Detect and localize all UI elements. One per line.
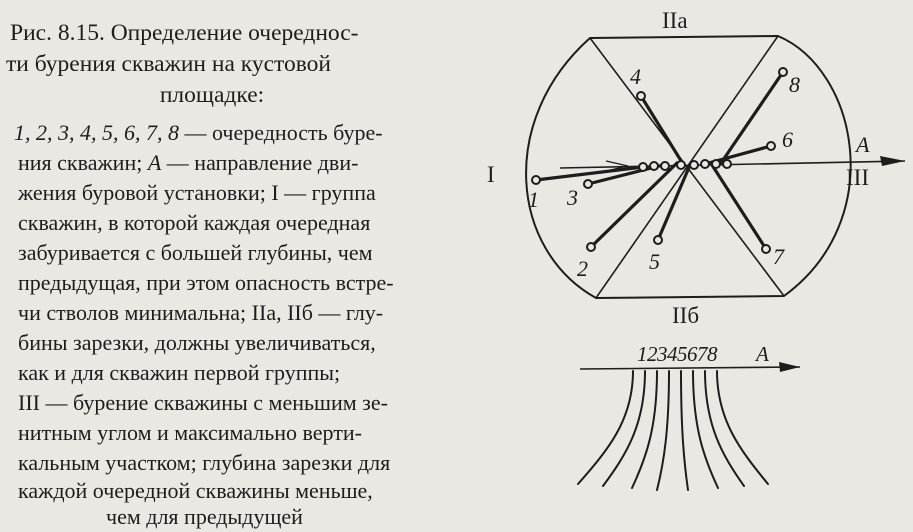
well-label-2: 2 [577, 256, 588, 281]
well-4-trajectory [641, 96, 683, 164]
caption-direction-symbol: A [147, 150, 162, 175]
well-label-6: 6 [782, 127, 793, 152]
caption-body-line-3: жения буровой установки; I — группа [18, 180, 376, 205]
caption-title-line-3: площадке: [159, 82, 265, 108]
label-IIa: IIa [662, 8, 688, 33]
well-trajectories [536, 72, 783, 249]
label-III: III [846, 165, 869, 190]
label-IIb: IIб [672, 303, 700, 328]
caption-body-line-10: III — бурение скважины с меньшим зе- [18, 390, 388, 415]
well-1-bottom [532, 176, 540, 184]
sequence-label: 12345678 [637, 342, 717, 366]
well-2-trajectory [591, 163, 677, 247]
caption-well-list: 1, 2, 3, 4, 5, 6, 7, 8 [14, 120, 179, 145]
well-label-4: 4 [630, 64, 641, 89]
section-well-2 [603, 371, 645, 486]
well-2-bottom [587, 243, 595, 251]
caption-body-line-11: нитным углом и максимально верти- [18, 420, 362, 445]
caption-body-line-13: каждой очередной скважины меньше, [18, 478, 373, 503]
section-well-7 [705, 371, 744, 486]
section-well-5 [681, 371, 688, 490]
wellhead-3 [661, 162, 669, 170]
wellhead-4 [677, 161, 685, 169]
label-A: A [856, 132, 870, 157]
caption-body-line-14: чем для предыдущей [106, 504, 303, 529]
caption-body-line-6: предыдущая, при этом опасность встре- [18, 270, 394, 295]
well-number-labels [528, 64, 800, 281]
caption-body-text: — направление дви- [161, 150, 359, 175]
caption-body-line-9: как и для скважин первой группы; [18, 360, 341, 385]
caption-body-line-4: скважин, в которой каждая очередная [18, 210, 371, 235]
well-5-bottom [654, 236, 662, 244]
caption-body-line-8: бины зарезки, должны увеличиваться, [18, 330, 376, 355]
wellhead-8 [723, 160, 731, 168]
wellhead-1 [639, 163, 647, 171]
caption-body-line-5: забуривается с большей глубины, чем [18, 240, 373, 265]
well-label-1: 1 [528, 187, 539, 212]
caption-body-text: ния скважин; [18, 150, 148, 175]
well-3-bottom [584, 180, 592, 188]
sequence-direction-arrowhead [779, 362, 800, 372]
sequence-direction-line [580, 367, 800, 369]
label-I: I [487, 162, 495, 187]
bottom-holes [532, 68, 787, 253]
section-well-8 [717, 371, 768, 484]
section-well-4 [657, 371, 669, 490]
section-trajectories [578, 371, 768, 490]
wellhead-5 [690, 161, 698, 169]
sequence-direction-label: A [756, 342, 769, 366]
caption-title-line-2: ти бурения скважин на кустовой [6, 51, 331, 77]
well-8-bottom [779, 68, 787, 76]
well-label-3: 3 [567, 185, 578, 210]
caption-body-line-7: чи стволов минимальна; IIa, IIб — глу- [18, 300, 384, 325]
well-label-7: 7 [773, 244, 784, 269]
section-well-1 [578, 371, 633, 484]
well-label-5: 5 [649, 249, 660, 274]
well-label-8: 8 [789, 72, 800, 97]
caption-body-text: — очередность буре- [179, 120, 383, 145]
caption-body-line-12: кальным участком; глубина зарезки для [18, 450, 391, 475]
wellhead-7 [712, 160, 720, 168]
well-6-bottom [767, 142, 775, 150]
well-7-bottom [762, 245, 770, 253]
well-4-bottom [637, 92, 645, 100]
wellhead-2 [650, 162, 658, 170]
caption-title-line-1: Рис. 8.15. Определение очереднос- [10, 20, 359, 46]
direction-a-arrowhead [880, 156, 905, 166]
wellhead-6 [701, 160, 709, 168]
